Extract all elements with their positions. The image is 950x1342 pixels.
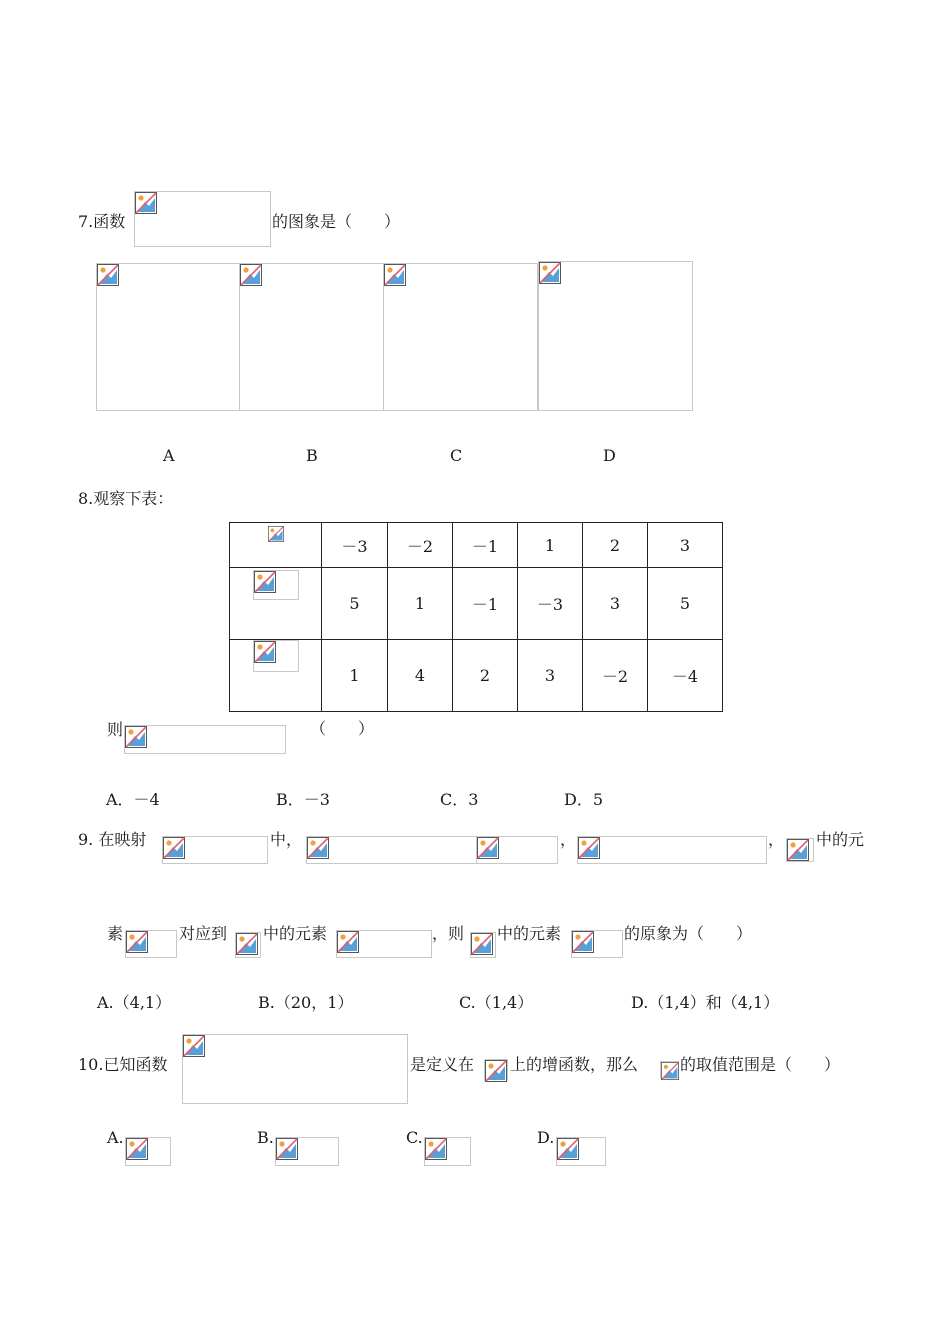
table-cell: －3	[322, 523, 388, 568]
q10-option-b-image	[275, 1137, 339, 1166]
q9-option-d: D.（1,4）和（4,1）	[631, 993, 780, 1012]
q8-option-c: C．3	[440, 790, 479, 809]
table-row	[230, 568, 723, 640]
q10-parameter-a-image	[660, 1061, 679, 1079]
broken-image-icon	[384, 264, 406, 286]
q8-prefix: 8.观察下表：	[78, 489, 174, 508]
broken-image-icon	[572, 931, 594, 953]
q8-then-label: 则	[107, 720, 124, 739]
table-cell: 5	[322, 568, 388, 640]
q10-option-d-image	[556, 1137, 606, 1166]
q8-option-a: A．－4	[106, 790, 160, 809]
q9-maps-to: 对应到	[179, 924, 228, 943]
table-cell: 4	[388, 640, 453, 712]
q10-option-c-image	[424, 1137, 471, 1166]
broken-image-icon	[578, 837, 600, 859]
q10-increasing: 上的增函数，那么	[510, 1055, 639, 1074]
q9-mid1: 中，	[270, 830, 303, 849]
q10-option-a-image	[125, 1137, 171, 1166]
broken-image-icon	[126, 1138, 148, 1160]
table-cell: 1	[322, 640, 388, 712]
broken-image-icon	[471, 933, 493, 955]
table-cell: 5	[648, 568, 723, 640]
q9-elem-in2: 中的元素	[497, 924, 562, 943]
q8-answer-paren: （ ）	[310, 719, 375, 738]
q9-line2-start: 素	[107, 924, 124, 943]
q9-comma2: ，	[768, 830, 785, 849]
broken-image-icon	[97, 264, 119, 286]
table-cell: 3	[583, 568, 648, 640]
q7-graph-c-image	[383, 263, 538, 411]
q9-set-b-image	[577, 836, 767, 864]
broken-image-icon	[236, 933, 258, 955]
broken-image-icon	[557, 1138, 579, 1160]
q9-set-a-image	[306, 836, 478, 864]
broken-image-icon	[539, 262, 561, 284]
q10-defined-on: 是定义在	[410, 1055, 475, 1074]
broken-image-icon	[661, 1062, 679, 1080]
q9-tail1: 中的元	[816, 830, 865, 849]
broken-image-icon	[787, 839, 809, 861]
q9-set-b-symbol-image	[235, 932, 261, 958]
q10-domain-r-image	[484, 1059, 508, 1081]
q10-option-d-letter: D.	[537, 1128, 555, 1147]
table-cell: －3	[518, 568, 583, 640]
q10-prefix: 10.已知函数	[78, 1055, 168, 1074]
table-cell: 2	[583, 523, 648, 568]
table-cell: －1	[453, 568, 518, 640]
q9-target-element-image	[571, 930, 623, 958]
table-row-header-cell	[230, 640, 322, 712]
q10-option-a-letter: A.	[107, 1128, 124, 1147]
broken-image-icon	[126, 931, 148, 953]
q7-prefix: 7.函数	[78, 212, 126, 231]
table-row	[230, 640, 723, 712]
q8-row2-label-image	[253, 640, 299, 672]
q9-option-b: B.（20，1）	[258, 993, 354, 1012]
table-cell: －2	[388, 523, 453, 568]
q9-prefix: 9. 在映射	[78, 830, 147, 849]
q9-option-c: C.（1,4）	[459, 993, 534, 1012]
q7-choice-b-label: B	[306, 446, 318, 465]
q8-option-b: B．－3	[276, 790, 330, 809]
table-row-header-cell	[230, 523, 322, 568]
table-cell: －2	[583, 640, 648, 712]
table-cell: 3	[518, 640, 583, 712]
q10-range-of: 的取值范围是（ ）	[680, 1055, 841, 1074]
q8-option-d: D．5	[564, 790, 604, 809]
q9-set-a-condition-image	[476, 836, 558, 864]
q7-graph-a-image	[96, 263, 240, 411]
broken-image-icon	[254, 571, 276, 593]
q7-choice-d-label: D	[603, 446, 616, 465]
table-cell: 1	[518, 523, 583, 568]
broken-image-icon	[485, 1060, 507, 1082]
q9-preimage: 的原象为（ ）	[624, 924, 753, 943]
q9-elem-in: 中的元素	[263, 924, 328, 943]
table-cell: －1	[453, 523, 518, 568]
q10-option-c-letter: C.	[406, 1128, 423, 1147]
q10-piecewise-function-image	[182, 1034, 408, 1104]
q7-choice-a-label: A	[163, 446, 175, 465]
q7-formula-image	[134, 191, 271, 247]
broken-image-icon	[477, 837, 499, 859]
q9-set-a-symbol-image	[786, 838, 814, 862]
broken-image-icon	[268, 526, 284, 542]
q8-expression-image	[124, 725, 286, 754]
q9-set-b-symbol-image-2	[470, 932, 496, 958]
q7-graph-b-image	[239, 263, 384, 411]
q8-row1-label-image	[253, 570, 299, 600]
q8-table	[229, 522, 723, 712]
table-cell: 3	[648, 523, 723, 568]
table-cell: 2	[453, 640, 518, 712]
table-cell: －4	[648, 640, 723, 712]
broken-image-icon	[135, 192, 157, 214]
table-row	[230, 523, 723, 568]
q9-option-a: A.（4,1）	[97, 993, 172, 1012]
broken-image-icon	[254, 641, 276, 663]
q7-suffix: 的图象是（ ）	[272, 212, 401, 231]
broken-image-icon	[276, 1138, 298, 1160]
broken-image-icon	[425, 1138, 447, 1160]
broken-image-icon	[240, 264, 262, 286]
q9-comma1: ，	[560, 830, 577, 849]
broken-image-icon	[125, 726, 147, 748]
table-row-header-cell	[230, 568, 322, 640]
q9-element-image	[125, 930, 177, 958]
broken-image-icon	[337, 931, 359, 953]
q10-option-b-letter: B.	[257, 1128, 274, 1147]
broken-image-icon	[183, 1035, 205, 1057]
table-cell: 1	[388, 568, 453, 640]
q7-choice-c-label: C	[450, 446, 463, 465]
broken-image-icon	[307, 837, 329, 859]
q9-mapping-image	[162, 836, 268, 864]
q9-image-element-image	[336, 930, 432, 958]
q7-graph-d-image	[538, 261, 693, 411]
broken-image-icon	[163, 837, 185, 859]
q9-then: ，则	[432, 924, 465, 943]
